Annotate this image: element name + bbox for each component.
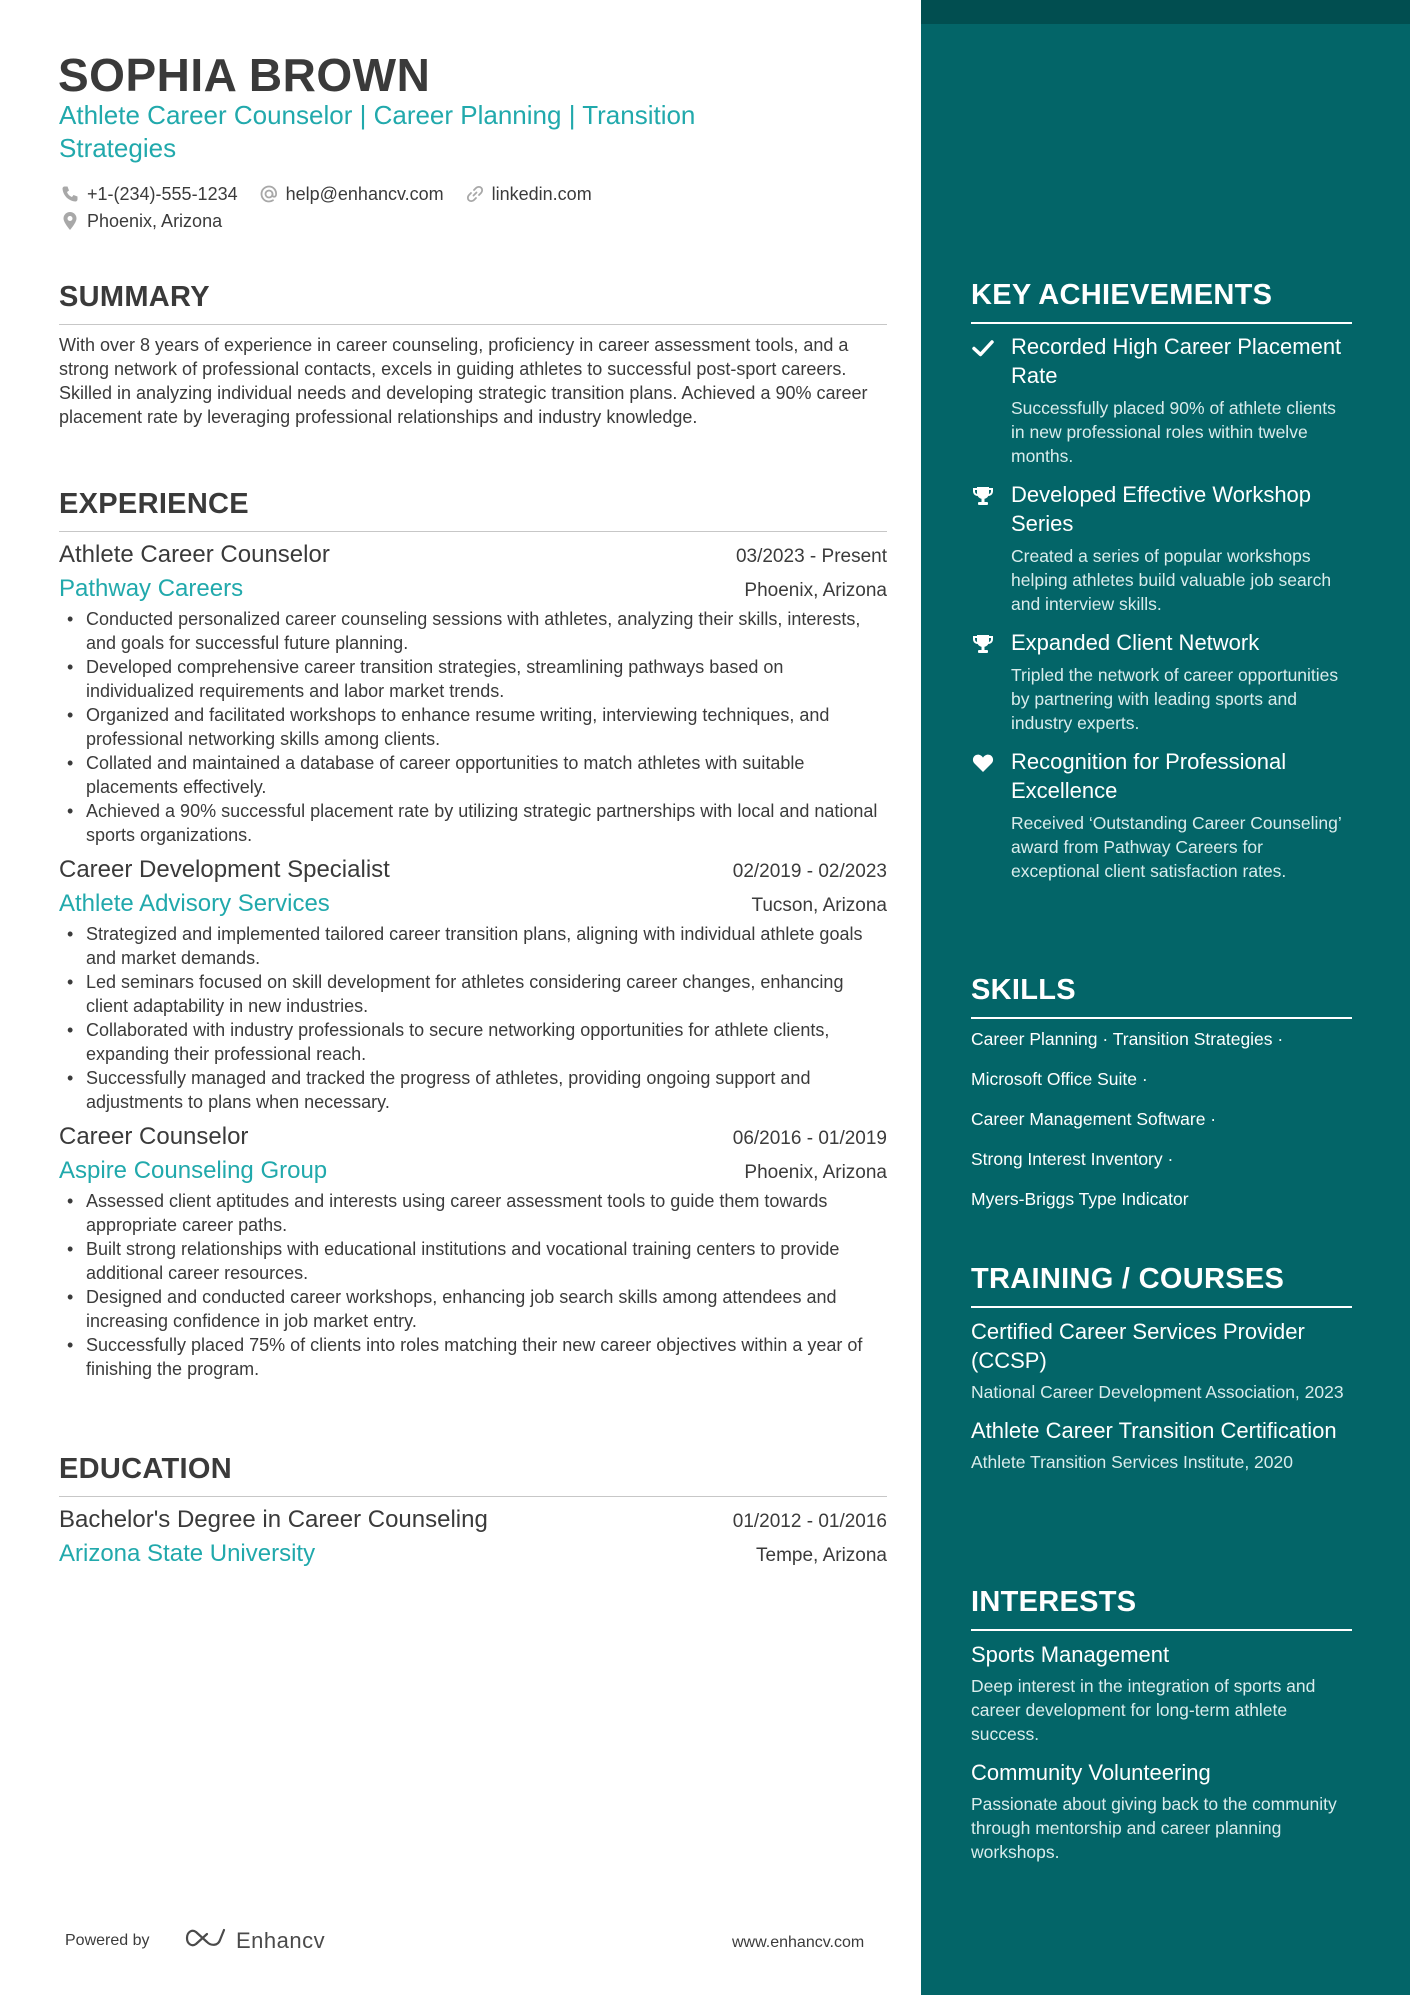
education-section [59,1453,887,1568]
job-location: Phoenix, Arizona [744,580,887,601]
achievement-title: Recorded High Career Placement Rate [1011,334,1342,388]
job-bullet: • Designed and conducted career workshops, enhancing job search skills among attendees and increasing confidence in job market entry. [59,1285,887,1333]
enhancv-logo[interactable] [184,1926,325,1955]
interest-title: Sports Management [971,1642,1170,1667]
job-dates: 02/2019 - 02/2023 [732,861,887,882]
training-title: Certified Career Services Provider (CCSP) [971,1319,1305,1373]
job-company: Aspire Counseling Group [59,1157,328,1184]
experience-section [59,488,887,1381]
key-achievements-section [971,279,1352,883]
candidate-title: Athlete Career Counselor | Career Planning | Transition Strategies [59,100,696,163]
training-title: Athlete Career Transition Certification [971,1418,1337,1443]
contact-info [59,182,819,236]
education-heading: EDUCATION [59,1453,887,1497]
key-achievements-heading: KEY ACHIEVEMENTS [971,279,1352,324]
job-dates: 06/2016 - 01/2019 [732,1128,887,1149]
enhancv-brand-text: Enhancv [236,1927,326,1953]
achievements-list [971,332,1352,883]
job-location: Phoenix, Arizona [744,1162,887,1183]
skills-section [971,974,1352,1211]
skill-line: Career Planning · Transition Strategies · [971,1029,1284,1049]
job-bullet: • Achieved a 90% successful placement rate by utilizing strategic partnerships with local and national sports organizations. [59,799,887,847]
job-bullet: • Built strong relationships with educational institutions and vocational training centers to provide additional career resources. [59,1237,887,1285]
sidebar [921,0,1410,1995]
skill-line: Career Management Software · [971,1109,1217,1129]
sidebar-top-band [921,0,1410,24]
job-company: Athlete Advisory Services [59,890,330,917]
candidate-name: SOPHIA BROWN [58,49,431,101]
job-bullet: • Successfully managed and tracked the progress of athletes, providing ongoing support and adjustments to plans when necessary. [59,1066,887,1114]
achievement-description: Created a series of popular workshops helping athletes build valuable job search and interview skills. [1011,546,1332,614]
training-provider: Athlete Transition Services Institute, 2020 [971,1452,1293,1472]
achievement-description: Received ‘Outstanding Career Counseling’ award from Pathway Careers for exceptional client satisfaction rates. [1011,813,1342,881]
email-contact[interactable] [258,184,444,205]
job-bullet: • Successfully placed 75% of clients into roles matching their new career objectives within a year of finishing the program. [59,1333,887,1381]
interests-section [971,1586,1352,1864]
interest-description: Deep interest in the integration of sports and career development for long-term athlete success. [971,1676,1316,1744]
job-bullet: • Collaborated with industry professionals to secure networking opportunities for athlete clients, expanding their professional reach. [59,1018,887,1066]
email-address: help@enhancv.com [285,183,444,204]
job-bullet: • Organized and facilitated workshops to enhance resume writing, interviewing techniques, and professional networking skills among clients. [59,703,887,751]
trophy-icon [972,633,994,655]
achievement-item [971,332,1352,468]
summary-text: With over 8 years of experience in career counseling, proficiency in career assessment tools, and a strong network of professional contacts, excels in guiding athletes to successful post-sport careers. Skilled in analyzing individual needs and developing strategic transition plans. Achieved a 90% career placement rate by leveraging professional relationships and industry knowledge. [59,335,868,427]
achievement-title: Expanded Client Network [1011,630,1260,655]
experience-heading: EXPERIENCE [59,488,887,532]
linkedin-contact[interactable] [464,184,592,205]
job-bullet: • Strategized and implemented tailored career transition plans, aligning with individual athlete goals and market demands. [59,922,887,970]
skill-line: Microsoft Office Suite · [971,1069,1148,1089]
education-dates: 01/2012 - 01/2016 [732,1511,887,1532]
job-entry [59,1123,887,1381]
job-dates: 03/2023 - Present [735,546,887,567]
check-icon [972,337,994,359]
achievement-item [971,628,1352,735]
job-bullet: • Assessed client aptitudes and interests using career assessment tools to guide them towards appropriate career paths. [59,1189,887,1237]
footer-url[interactable]: www.enhancv.com [732,1934,865,1951]
school-name: Arizona State University [59,1540,316,1567]
training-section [971,1263,1352,1474]
linkedin-url: linkedin.com [491,183,592,204]
job-bullet: • Led seminars focused on skill development for athletes considering career changes, enhancing client adaptability in new industries. [59,970,887,1018]
at-icon [258,184,280,204]
job-title: Career Development Specialist [59,856,390,883]
achievement-description: Tripled the network of career opportunities by partnering with leading sports and industry experts. [1011,665,1339,733]
training-item [971,1416,1352,1474]
job-bullets [59,922,887,1114]
skills-heading: SKILLS [971,974,1352,1019]
summary-heading: SUMMARY [59,281,887,325]
job-location: Tucson, Arizona [751,895,887,916]
achievement-item [971,747,1352,883]
achievement-title: Developed Effective Workshop Series [1011,482,1312,536]
job-company: Pathway Careers [59,575,244,602]
job-entry [59,541,887,847]
location-pin-icon [59,211,81,231]
link-icon [464,184,486,204]
interest-item [971,1758,1352,1864]
achievement-item [971,480,1352,616]
phone-icon [59,184,81,204]
education-entry [59,1506,887,1568]
job-bullets [59,1189,887,1381]
heart-icon [972,752,994,774]
job-title: Career Counselor [59,1123,249,1150]
interest-title: Community Volunteering [971,1760,1211,1785]
job-bullets [59,607,887,847]
job-bullet: • Collated and maintained a database of career opportunities to match athletes with suitable placements effectively. [59,751,887,799]
skill-line: Strong Interest Inventory · [971,1149,1174,1169]
enhancv-logo-icon [184,1926,230,1955]
interest-item [971,1640,1352,1746]
training-provider: National Career Development Association, 2023 [971,1382,1344,1402]
powered-by-label: Powered by [65,1932,150,1949]
skill-line: Myers-Briggs Type Indicator [971,1189,1189,1209]
degree-title: Bachelor's Degree in Career Counseling [59,1506,488,1533]
school-location: Tempe, Arizona [756,1545,887,1566]
location-contact [59,211,222,232]
job-title: Athlete Career Counselor [59,541,330,568]
summary-section [59,281,887,429]
training-item [971,1317,1352,1404]
job-entry [59,856,887,1114]
phone-number: +1-(234)-555-1234 [87,183,238,204]
achievement-description: Successfully placed 90% of athlete clients in new professional roles within twelve months. [1011,398,1336,466]
interest-description: Passionate about giving back to the community through mentorship and career planning workshops. [971,1794,1337,1862]
training-heading: TRAINING / COURSES [971,1263,1352,1308]
location-text: Phoenix, Arizona [87,210,223,231]
phone-contact[interactable] [59,184,238,205]
job-bullet: • Conducted personalized career counseling sessions with athletes, analyzing their skills, interests, and goals for successful future planning. [59,607,887,655]
interests-heading: INTERESTS [971,1586,1352,1631]
trophy-icon [972,485,994,507]
achievement-title: Recognition for Professional Excellence [1011,749,1287,803]
job-bullet: • Developed comprehensive career transition strategies, streamlining pathways based on individualized requirements and labor market trends. [59,655,887,703]
